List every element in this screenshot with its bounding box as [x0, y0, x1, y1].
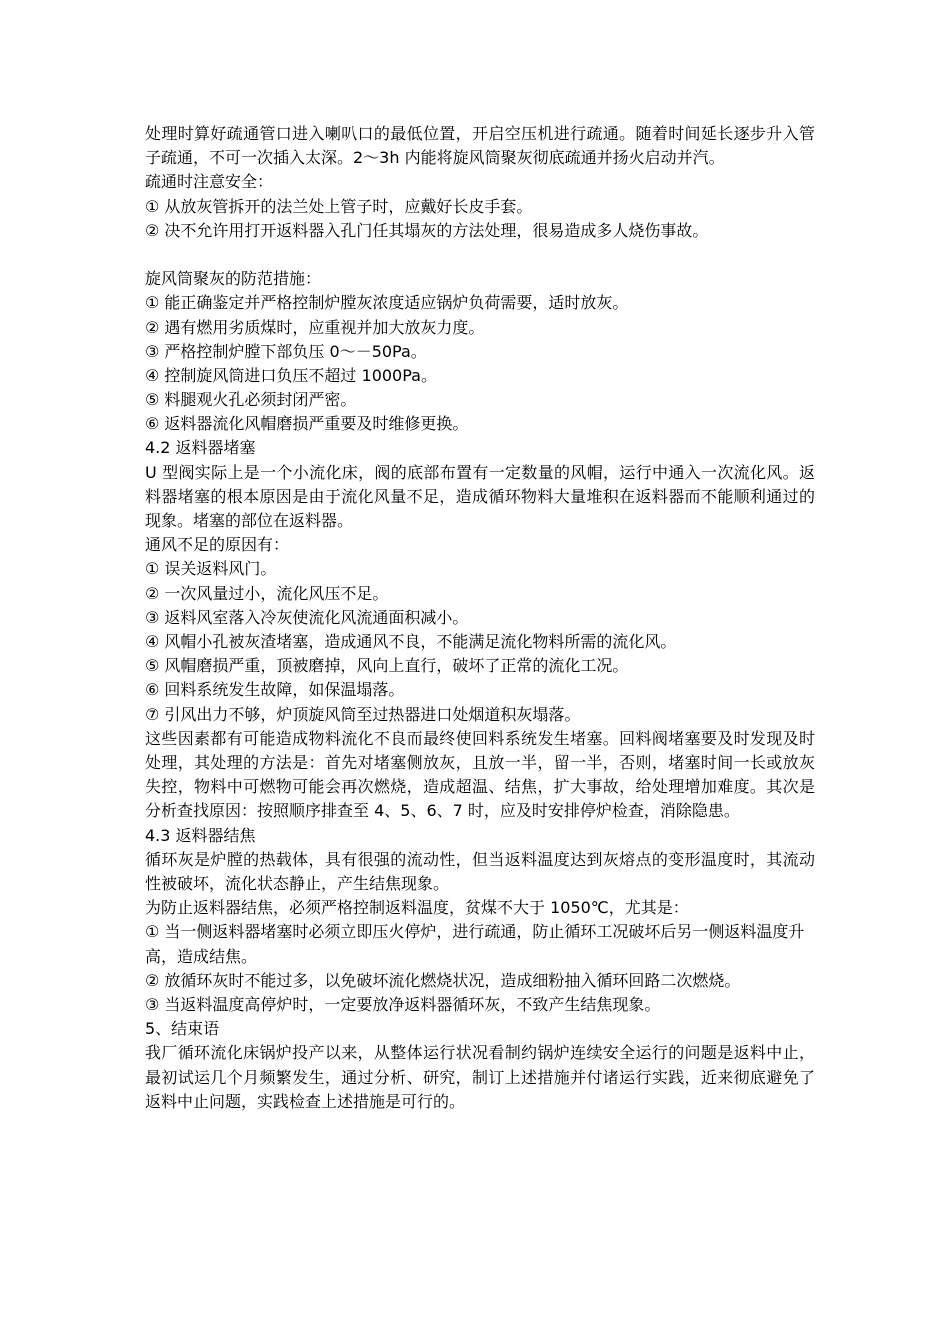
section-4-2-paragraph: U 型阀实际上是一个小流化床，阀的底部布置有一定数量的风帽，运行中通入一次流化风。返料器堵塞的根本原因是由于流化风量不足，造成循环物料大量堆积在返料器而不能顺利通过的现象。堵塞的部位在返料器。 — [145, 462, 815, 531]
section-4-3-rule: 为防止返料器结焦，必须严格控制返料温度，贫煤不大于 1050℃，尤其是： — [145, 898, 689, 918]
causes-title: 通风不足的原因有： — [145, 535, 290, 555]
safety-title: 疏通时注意安全： — [145, 172, 274, 192]
coking-item: ① 当一侧返料器堵塞时必须立即压火停炉，进行疏通，防止循环工况破坏后另一侧返料温度升高，造成结焦。 — [145, 922, 805, 966]
coking-item: ③ 当返料温度高停炉时，一定要放净返料器循环灰，不致产生结焦现象。 — [145, 994, 661, 1014]
prevention-item: ⑤ 料腿观火孔必须封闭严密。 — [145, 390, 357, 410]
prevention-item: ① 能正确鉴定并严格控制炉膛灰浓度适应锅炉负荷需要，适时放灰。 — [145, 293, 629, 313]
prevention-item: ③ 严格控制炉膛下部负压 0～－50Pa。 — [145, 341, 427, 361]
section-4-3-paragraph: 循环灰是炉膛的热载体，具有很强的流动性，但当返料温度达到灰熔点的变形温度时，其流动性被破坏，流化状态静止，产生结焦现象。 — [145, 849, 815, 893]
prevention-item: ⑥ 返料器流化风帽磨损严重要及时维修更换。 — [145, 414, 469, 434]
cause-item: ⑤ 风帽磨损严重，顶被磨掉，风向上直行，破坏了正常的流化工况。 — [145, 656, 629, 676]
section-heading-4-2: 4.2 返料器堵塞 — [145, 438, 256, 458]
cause-item: ① 误关返料风门。 — [145, 559, 277, 579]
cause-item: ⑦ 引风出力不够，炉顶旋风筒至过热器进口处烟道积灰塌落。 — [145, 704, 581, 724]
section-heading-4-3: 4.3 返料器结焦 — [145, 825, 256, 845]
prevention-item: ② 遇有燃用劣质煤时，应重视并加大放灰力度。 — [145, 317, 485, 337]
cause-item: ④ 风帽小孔被灰渣堵塞，造成通风不良，不能满足流化物料所需的流化风。 — [145, 632, 677, 652]
prevention-item: ④ 控制旋风筒进口负压不超过 1000Pa。 — [145, 365, 437, 385]
intro-paragraph: 处理时算好疏通管口进入喇叭口的最低位置，开启空压机进行疏通。随着时间延长逐步升入管子疏通，不可一次插入太深。2～3h 内能将旋风筒聚灰彻底疏通并扬火启动并汽。 — [145, 124, 815, 168]
cause-item: ② 一次风量过小，流化风压不足。 — [145, 583, 389, 603]
safety-item: ② 决不允许用打开返料器入孔门任其塌灰的方法处理，很易造成多人烧伤事故。 — [145, 220, 709, 240]
cause-item: ⑥ 回料系统发生故障，如保温塌落。 — [145, 680, 405, 700]
prevention-title: 旋风筒聚灰的防范措施： — [145, 269, 322, 289]
blank-line — [145, 243, 815, 267]
cause-item: ③ 返料风室落入冷灰使流化风流通面积减小。 — [145, 607, 469, 627]
section-5-paragraph: 我厂循环流化床锅炉投产以来，从整体运行状况看制约锅炉连续安全运行的问题是返料中止，最初试运几个月频繁发生，通过分析、研究，制订上述措施并付诸运行实践，近来彻底避免了返料中止问题，实践检查上述措施是可行的。 — [145, 1043, 815, 1111]
section-4-2-conclusion: 这些因素都有可能造成物料流化不良而最终使回料系统发生堵塞。回料阀堵塞要及时发现及时处理，其处理的方法是：首先对堵塞侧放灰，且放一半，留一半，否则，堵塞时间一长或放灰失控，物料中可燃物可能会再次燃烧，造成超温、结焦，扩大事故，给处理增加难度。其次是分析查找原因：按照顺序排查至 4、5、6、7 时，应及时安排停炉检查，消除隐患。 — [145, 728, 815, 821]
document-page — [145, 122, 815, 1114]
safety-item: ① 从放灰管拆开的法兰处上管子时，应戴好长皮手套。 — [145, 196, 533, 216]
coking-item: ② 放循环灰时不能过多，以免破坏流化燃烧状况，造成细粉抽入循环回路二次燃烧。 — [145, 970, 741, 990]
section-heading-5: 5、结束语 — [145, 1019, 220, 1039]
